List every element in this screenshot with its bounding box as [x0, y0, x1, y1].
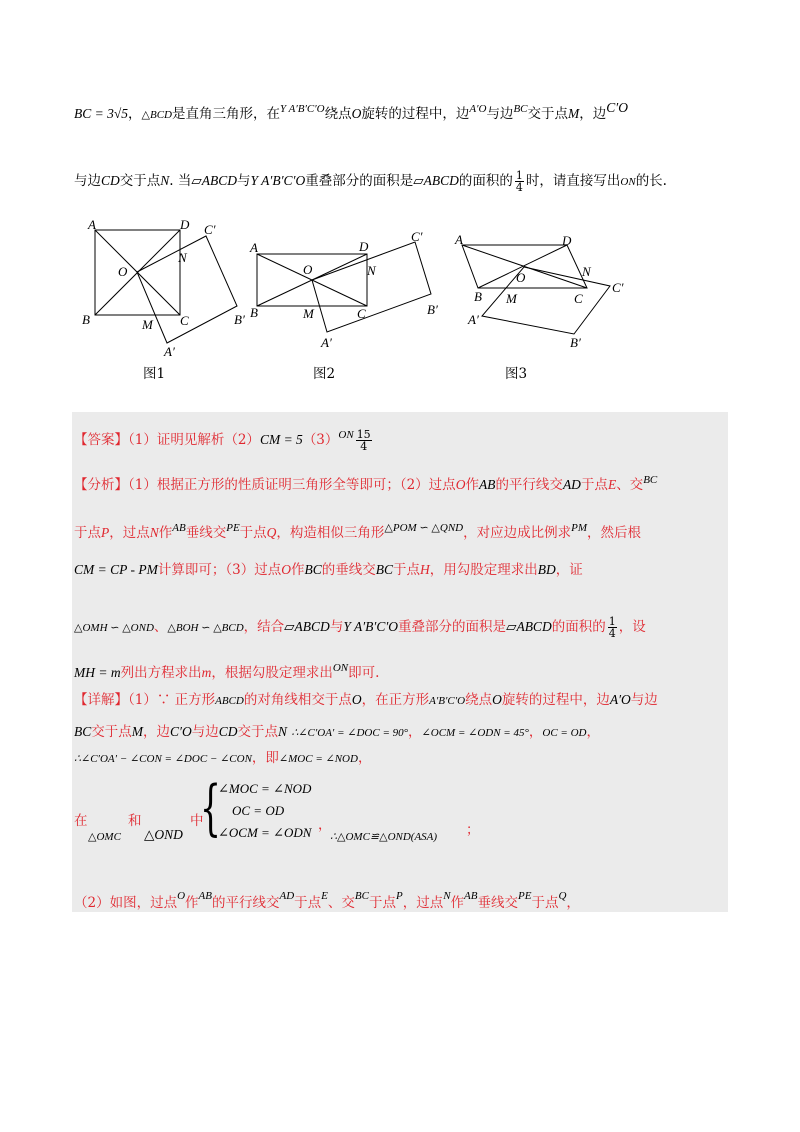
svg-text:N: N — [582, 264, 591, 279]
fraction-one-quarter: $\frac{1}{4}$ — [515, 169, 523, 194]
answer-tag: 【答案】 — [74, 432, 128, 448]
fig1-label-bprime: B′ — [234, 312, 245, 327]
svg-text:M: M — [303, 306, 314, 321]
analysis-line-3: CM = CP - PM计算即可；（3）过点O作BC的垂线交BC于点H，用勾股定理求出BD，证 — [74, 562, 583, 578]
detail-tag: 【详解】 — [74, 692, 128, 708]
system-brace: { — [200, 773, 222, 843]
svg-text:A′: A′ — [468, 312, 479, 327]
svg-text:C′: C′ — [612, 280, 624, 295]
fig1-label-m: M — [142, 317, 153, 332]
svg-text:A: A — [455, 232, 463, 247]
svg-text:B′: B′ — [570, 335, 581, 350]
fig1-label-a: A — [88, 217, 96, 232]
answer-line: 【答案】（1）证明见解析$(2)CM = 5(3)^{ON}$ $\frac{15}{4}$ — [74, 428, 371, 453]
analysis-line-4: △OMH ∽ △OND、△BOH ∽ △BCD，结合▱ABCD与Y A′B′C′O重叠部分的面积是▱ABCD的面积的 $\frac{1}{4}$ ，设 — [74, 615, 646, 640]
svg-text:B′: B′ — [427, 302, 438, 317]
fig1-label-cprime: C′ — [204, 222, 216, 237]
detail-line-4-zai: 在 — [74, 813, 88, 829]
svg-text:D: D — [359, 239, 369, 254]
svg-text:B: B — [250, 305, 258, 320]
svg-text:O: O — [303, 262, 313, 277]
fig1-label-b: B — [82, 312, 90, 327]
problem-line-1: BC = 3√5，△BCD是直角三角形，在$^{Y A'B'C'O}$绕点O旋转的过程中，边$^{A'O}$与边$^{BC}$交于点M，边C′O — [74, 100, 628, 122]
math-parallelogram: Y A′B′C′O — [280, 103, 325, 115]
svg-text:O: O — [516, 270, 526, 285]
detail-line-4-tri1: △OMC — [88, 831, 121, 843]
fig1-label-c: C — [180, 313, 189, 328]
analysis-line-5: MH = m列出方程求出m，根据勾股定理求出$^{ON}$即可. — [74, 662, 380, 681]
detail-line-4-tri2: △OND — [144, 827, 183, 842]
svg-text:A′: A′ — [321, 335, 332, 350]
congruence-conclusion: ∴△OMC≌△OND(ASA) — [330, 831, 438, 843]
svg-text:C: C — [357, 306, 366, 321]
svg-text:C′: C′ — [411, 232, 423, 244]
analysis-tag: 【分析】 — [74, 477, 128, 493]
svg-text:A: A — [250, 240, 258, 255]
detail-line-5: （2）如图，过点$^O$作$^{AB}$的平行线交$^{AD}$于点$^E$、交$^{BC}$于点$^P$，过点$^N$作$^{AB}$垂线交$^{PE}$于点$^Q$， — [74, 890, 580, 911]
analysis-line-1: 【分析】（1）根据正方形的性质证明三角形全等即可；（2）过点O作AB的平行线交AD于点E、交$^{BC}$ — [74, 474, 658, 493]
svg-text:C: C — [574, 291, 583, 306]
svg-text:M: M — [506, 291, 517, 306]
figure-2 — [245, 232, 450, 357]
svg-text:D: D — [562, 233, 572, 248]
problem-line-2: 与边CD交于点N. 当▱ABCD与Y A′B′C′O重叠部分的面积是▱ABCD的面积的 $\frac{1}{4}$ 时，请直接写出ON的长. — [74, 169, 667, 194]
figure-1 — [80, 214, 250, 364]
figure-3 — [452, 230, 637, 355]
fig1-label-n: N — [178, 250, 187, 265]
detail-line-2: BC交于点M，边C′O与边CD交于点N ∴∠C′OA′ = ∠DOC = 90°，∠OCM = ∠ODN = 45°，OC = OD， — [74, 724, 600, 740]
fraction-fifteen-quarters: $\frac{15}{4}$ — [356, 428, 371, 453]
fig1-label-d: D — [180, 217, 190, 232]
equation-system: ∠MOC = ∠NOD OC = OD ∠OCM = ∠ODN — [218, 781, 312, 840]
figure-1-caption: 图1 — [143, 366, 166, 382]
fig1-label-o: O — [118, 264, 128, 279]
svg-text:N: N — [367, 263, 376, 278]
math-bc: BC = 3√5 — [74, 106, 129, 121]
detail-line-1: 【详解】（1）∵ 正方形ABCD的对角线相交于点O，在正方形A′B′C′O绕点O旋转的过程中，边A′O与边 — [74, 692, 658, 708]
analysis-line-2: 于点P，过点N作$^{AB}$垂线交$^{PE}$于点Q，构造相似三角形$^{\triangle POM ∽ \triangle QND}$，对应边成比例求$^{PM}$，然后根 — [74, 522, 641, 541]
figure-3-caption: 图3 — [505, 366, 528, 382]
fig1-label-aprime: A′ — [164, 344, 175, 359]
svg-text:B: B — [474, 289, 482, 304]
detail-line-3: ∴∠C′OA′ − ∠CON = ∠DOC − ∠CON，即∠MOC = ∠NOD， — [74, 750, 372, 766]
math-triangle-bcd: △BCD — [141, 109, 172, 121]
figure-2-caption: 图2 — [313, 366, 336, 382]
